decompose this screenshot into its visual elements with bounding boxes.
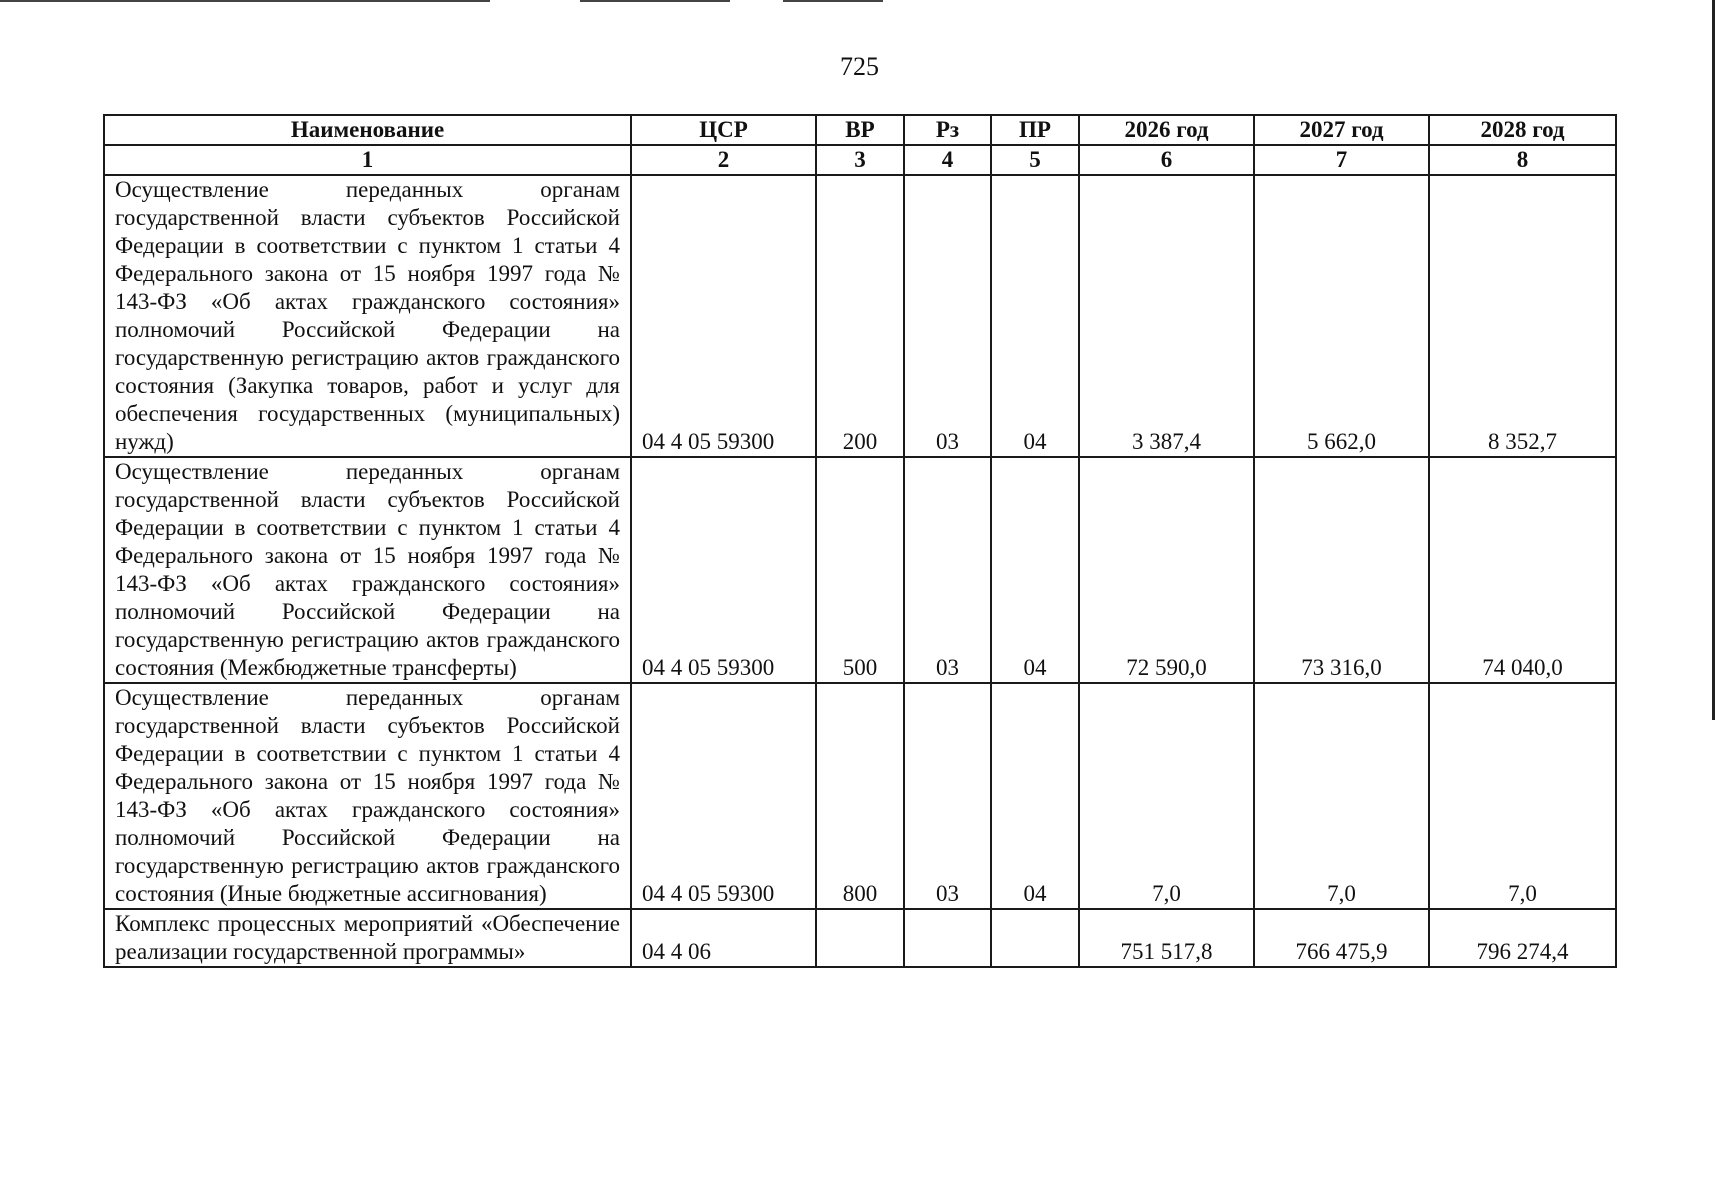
row-2027: 766 475,9: [1254, 909, 1429, 967]
scan-artifact-line: [783, 0, 883, 2]
table-row: [104, 909, 1616, 967]
header-pr: ПР: [991, 115, 1079, 145]
table-row: [104, 683, 1616, 909]
row-rz: [904, 909, 991, 967]
row-2026: 7,0: [1079, 683, 1254, 909]
row-name: Комплекс процессных мероприятий «Обеспечение реализации государственной программы»: [104, 909, 631, 967]
row-pr: 04: [991, 175, 1079, 457]
row-pr: 04: [991, 683, 1079, 909]
column-number: 6: [1079, 145, 1254, 175]
header-vr: ВР: [816, 115, 904, 145]
row-name: Осуществление переданных органам государственной власти субъектов Российской Федерации в соответствии с пунктом 1 статьи 4 Федерального закона от 15 ноября 1997 года № 143-ФЗ «Об актах гражданского состояния» полномочий Российской Федерации на государственную регистрацию актов гражданского состояния (Закупка товаров, работ и услуг для обеспечения государственных (муниципальных) нужд): [104, 175, 631, 457]
column-number: 8: [1429, 145, 1616, 175]
row-vr: 800: [816, 683, 904, 909]
row-vr: 500: [816, 457, 904, 683]
column-number: 4: [904, 145, 991, 175]
row-2028: 74 040,0: [1429, 457, 1616, 683]
row-rz: 03: [904, 683, 991, 909]
row-rz: 03: [904, 175, 991, 457]
row-vr: [816, 909, 904, 967]
budget-table: [103, 114, 1617, 968]
column-number: 5: [991, 145, 1079, 175]
header-2026: 2026 год: [1079, 115, 1254, 145]
row-name: Осуществление переданных органам государственной власти субъектов Российской Федерации в соответствии с пунктом 1 статьи 4 Федерального закона от 15 ноября 1997 года № 143-ФЗ «Об актах гражданского состояния» полномочий Российской Федерации на государственную регистрацию актов гражданского состояния (Иные бюджетные ассигнования): [104, 683, 631, 909]
row-csr: 04 4 06: [631, 909, 816, 967]
row-2026: 72 590,0: [1079, 457, 1254, 683]
header-name: Наименование: [104, 115, 631, 145]
header-rz: Рз: [904, 115, 991, 145]
table-row: [104, 175, 1616, 457]
row-2026: 751 517,8: [1079, 909, 1254, 967]
row-name: Осуществление переданных органам государственной власти субъектов Российской Федерации в соответствии с пунктом 1 статьи 4 Федерального закона от 15 ноября 1997 года № 143-ФЗ «Об актах гражданского состояния» полномочий Российской Федерации на государственную регистрацию актов гражданского состояния (Межбюджетные трансферты): [104, 457, 631, 683]
row-csr: 04 4 05 59300: [631, 683, 816, 909]
row-csr: 04 4 05 59300: [631, 175, 816, 457]
header-row: [104, 115, 1616, 145]
scan-artifact-line: [580, 0, 730, 2]
page-number: 725: [840, 52, 879, 81]
scan-artifact-line: [0, 0, 490, 2]
header-2028: 2028 год: [1429, 115, 1616, 145]
row-vr: 200: [816, 175, 904, 457]
row-2028: 7,0: [1429, 683, 1616, 909]
column-number: 3: [816, 145, 904, 175]
row-2027: 7,0: [1254, 683, 1429, 909]
row-pr: [991, 909, 1079, 967]
column-number: 1: [104, 145, 631, 175]
row-2028: 8 352,7: [1429, 175, 1616, 457]
row-2027: 73 316,0: [1254, 457, 1429, 683]
table-row: [104, 457, 1616, 683]
row-2028: 796 274,4: [1429, 909, 1616, 967]
header-2027: 2027 год: [1254, 115, 1429, 145]
header-csr: ЦСР: [631, 115, 816, 145]
scan-page-edge: [1712, 0, 1715, 720]
row-2027: 5 662,0: [1254, 175, 1429, 457]
row-2026: 3 387,4: [1079, 175, 1254, 457]
column-number: 2: [631, 145, 816, 175]
row-csr: 04 4 05 59300: [631, 457, 816, 683]
column-number-row: [104, 145, 1616, 175]
row-pr: 04: [991, 457, 1079, 683]
row-rz: 03: [904, 457, 991, 683]
column-number: 7: [1254, 145, 1429, 175]
